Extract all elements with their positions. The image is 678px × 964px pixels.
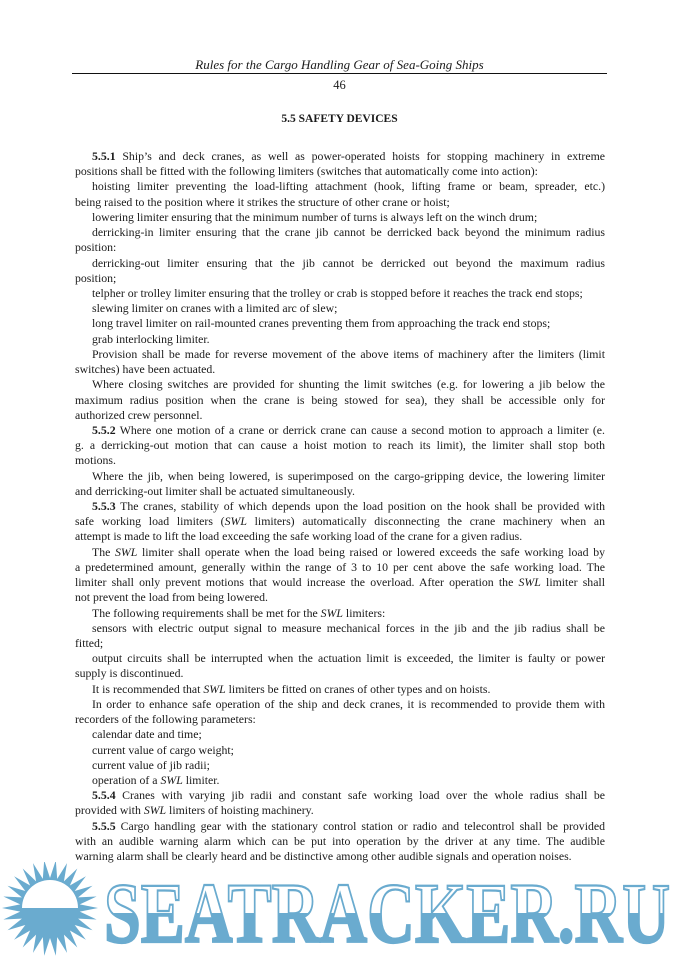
text-line: switches) have been actuated. [75,362,216,377]
text-line: positions shall be fitted with the following limiters (switches that automatically come into action): [75,164,538,179]
text-line: derricking-in limiter ensuring that the crane jib cannot be derricked back beyond the minimum radius [92,225,605,240]
header-rule [72,73,607,74]
text-line: In order to enhance safe operation of the ship and deck cranes, it is recommended to provide them with [92,696,605,711]
text-line: safe working load limiters (SWL limiters) automatically disconnecting the crane machinery when an [75,514,605,529]
text-line: current value of cargo weight; [92,742,234,757]
page-number: 46 [333,78,346,92]
sun-icon [2,862,98,956]
text-line: being raised to the position where it strikes the structure of other crane or hoist; [75,194,450,209]
text-line: and derricking-out limiter shall be actuated simultaneously. [75,483,355,498]
text-line: provided with SWL limiters of hoisting machinery. [75,803,314,818]
text-line: 5.5.5 Cargo handling gear with the stationary control station or radio and telecontrol shall be provided [92,818,606,833]
clause-number: 5.5.1 [92,149,116,163]
text-line: 5.5.4 Cranes with varying jib radii and constant safe working load over the whole radius shall be [92,788,605,803]
clause-number: 5.5.4 [92,788,116,803]
text-line: It is recommended that SWL limiters be fitted on cranes of other types and on hoists. [92,681,491,696]
text-line: long travel limiter on rail-mounted cranes preventing them from approaching the track end stops; [92,316,551,331]
clause-number: 5.5.3 [92,499,116,514]
text-line: supply is discontinued. [75,666,184,681]
text-line: recorders of the following parameters: [75,712,256,727]
text-line: derricking-out limiter ensuring that the jib cannot be derricked out beyond the maximum radius [92,255,605,270]
text-line: 5.5.2 Where one motion of a crane or derrick crane can cause a second motion to approach a limiter (e. [92,422,605,437]
text-line: output circuits shall be interrupted when the actuation limit is exceeded, the limiter is faulty or power [92,651,605,666]
clause-number: 5.5.2 [92,422,116,437]
text-line: 5.5.1 Ship’s and deck cranes, as well as power-operated hoists for stopping machinery in extreme [92,149,605,163]
text-line: telpher or trolley limiter ensuring that the trolley or crab is stopped before it reaches the track end stops; [92,285,583,300]
text-line: Where closing switches are provided for shunting the limit switches (e.g. for lowering a jib below the [92,377,605,392]
section-title: 5.5 SAFETY DEVICES [281,113,398,125]
text-line: motions. [75,453,116,468]
text-line: slewing limiter on cranes with a limited arc of slew; [92,301,338,316]
clause-number: 5.5.5 [92,818,116,833]
text-line: The SWL limiter shall operate when the load being raised or lowered exceeds the safe working load by [92,544,606,559]
document-body [75,149,605,864]
watermark-text: SEATRACKER.RU [104,865,670,959]
running-title: Rules for the Cargo Handling Gear of Sea-Going Ships [195,57,484,72]
text-line: not prevent the load from being lowered. [75,590,268,605]
text-line: fitted; [75,636,104,650]
text-line: position; [75,270,117,285]
text-line: maximum radius position when the crane is being stowed for sea), they shall be accessible only for [75,392,605,407]
text-line: Provision shall be made for reverse movement of the above items of machinery after the limiters (limit [92,346,605,361]
text-line: position: [75,240,117,255]
text-line: operation of a SWL limiter. [92,772,220,787]
text-line: g. a derricking-out motion that can cause a hoist motion to reach its limit), the limiter shall stop both [75,438,605,453]
text-line: grab interlocking limiter. [92,331,210,346]
text-line: calendar date and time; [92,727,202,742]
text-line: lowering limiter ensuring that the minimum number of turns is always left on the winch drum; [92,209,538,224]
text-line: Where the jib, when being lowered, is superimposed on the cargo-gripping device, the lowering limiter [92,468,605,483]
text-line: current value of jib radii; [92,757,210,772]
text-line: sensors with electric output signal to measure mechanical forces in the jib and the jib radius shall be [92,620,605,635]
text-line: authorized crew personnel. [75,407,203,422]
text-line: warning alarm shall be clearly heard and be distinctive among other audible signals and operation noises. [75,849,572,864]
text-line: limiter shall only prevent motions that would increase the overload. After operation the SWL limiter shall [75,575,605,590]
text-line: hoisting limiter preventing the load-lifting attachment (hook, lifting frame or beam, spreader, etc.) [92,179,605,194]
text-line: The following requirements shall be met for the SWL limiters: [92,605,386,620]
seatracker-watermark [0,862,678,959]
text-line: 5.5.3 The cranes, stability of which depends upon the load position on the hook shall be provided with [92,499,605,514]
text-line: a predetermined amount, generally within the range of 3 to 10 per cent above the safe working load. The [75,559,605,574]
text-line: with an audible warning alarm which can be put into operation by the driver at any time. The audible [75,833,605,848]
text-line: attempt is made to lift the load exceeding the safe working load of the crane for a given radius. [75,529,523,544]
